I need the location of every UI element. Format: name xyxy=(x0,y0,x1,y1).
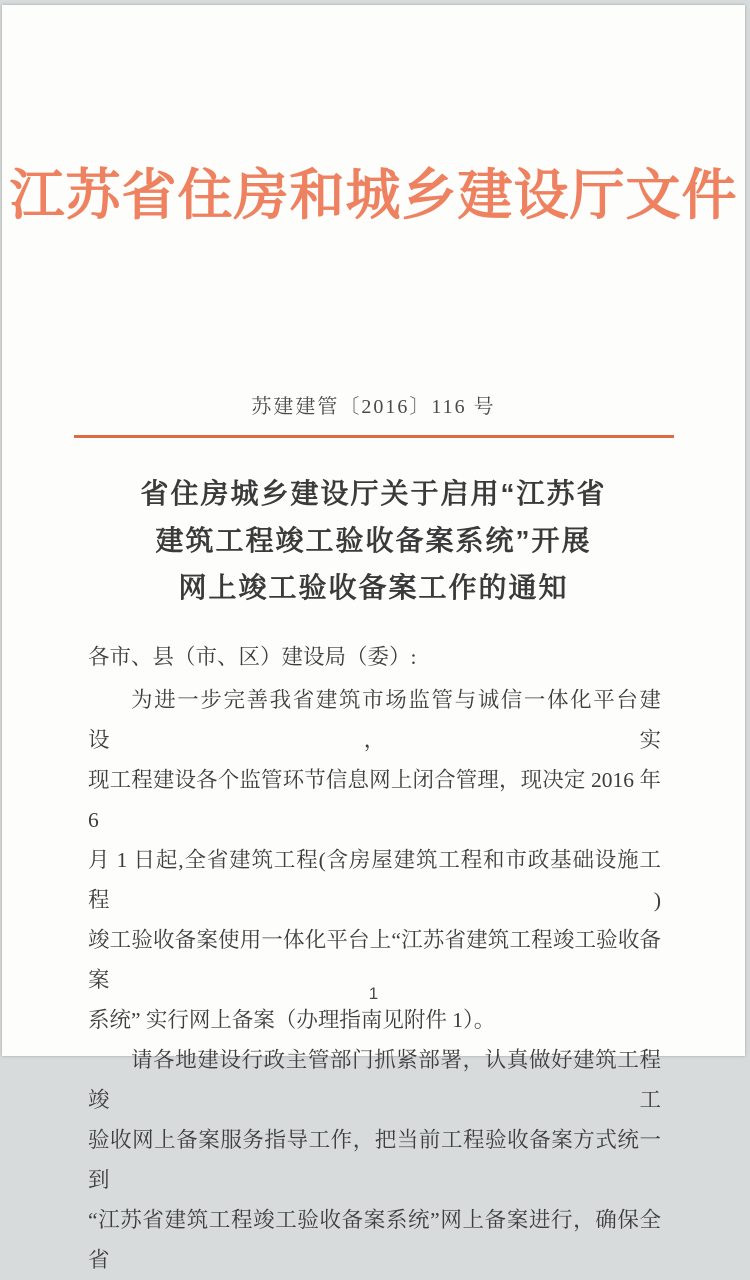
paragraph-1-line-1: 为进一步完善我省建筑市场监管与诚信一体化平台建设，实 xyxy=(88,688,661,752)
salutation: 各市、县（市、区）建设局（委）: xyxy=(88,645,417,669)
document-number: 苏建建管〔2016〕116 号 xyxy=(251,396,496,418)
paragraph-1-line-4: 竣工验收备案使用一体化平台上“江苏省建筑工程竣工验收备案 xyxy=(88,928,661,992)
paragraph-2-line-1: 请各地建设行政主管部门抓紧部署，认真做好建筑工程竣工 xyxy=(88,1048,661,1112)
paragraph-2-line-2: 验收网上备案服务指导工作，把当前工程验收备案方式统一到 xyxy=(88,1128,661,1192)
paragraph-1-line-3: 月 1 日起,全省建筑工程(含房屋建筑工程和市政基础设施工程) xyxy=(88,848,661,912)
document-title xyxy=(2,470,745,611)
document-header-title: 江苏省住房和城乡建设厅文件 xyxy=(9,165,738,226)
document-page xyxy=(2,5,745,1272)
paragraph-2 xyxy=(88,1040,661,1280)
page-number: 1 xyxy=(368,984,379,1003)
paragraph-2-line-3: “江苏省建筑工程竣工验收备案系统”网上备案进行，确保全省 xyxy=(88,1208,661,1272)
paragraph-1-line-2: 现工程建设各个监管环节信息网上闭合管理，现决定 2016 年 6 xyxy=(88,768,661,832)
document-title-line-2: 建筑工程竣工验收备案系统”开展 xyxy=(155,525,592,556)
paragraph-1-line-5: 系统” 实行网上备案（办理指南见附件 1）。 xyxy=(88,1008,496,1032)
document-title-line-1: 省住房城乡建设厅关于启用“江苏省 xyxy=(140,478,607,509)
document-body xyxy=(88,637,661,1280)
document-title-line-3: 网上竣工验收备案工作的通知 xyxy=(178,572,569,603)
red-separator-line xyxy=(74,435,674,438)
